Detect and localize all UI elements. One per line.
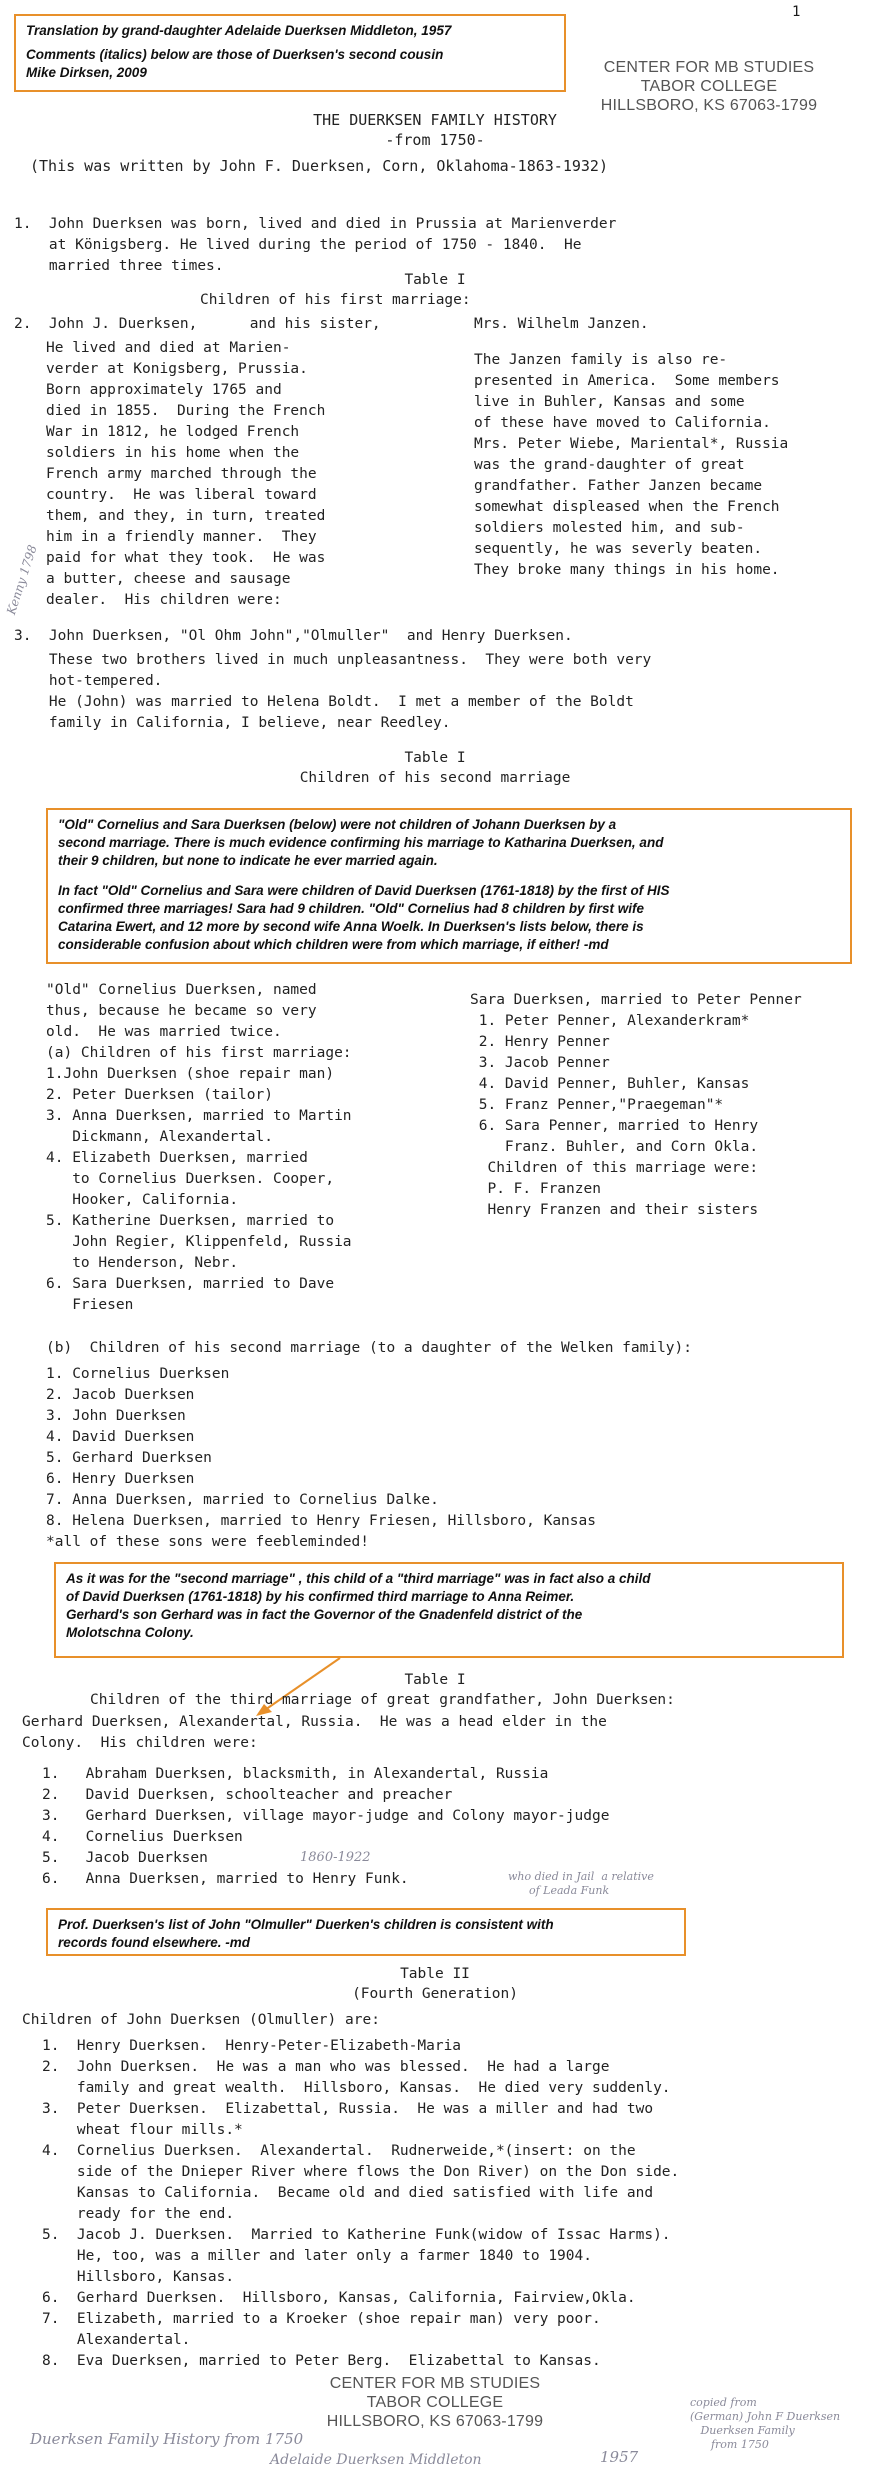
list-item: 6. Anna Duerksen, married to Henry Funk. [42, 1871, 409, 1887]
list-item: Henry Franzen and their sisters [470, 1202, 759, 1218]
text-line: They broke many things in his home. [474, 562, 780, 578]
list-item: 5. Franz Penner,"Praegeman"* [470, 1097, 724, 1113]
list-item: 1.John Duerksen (shoe repair man) [46, 1066, 335, 1082]
text-line: of these have moved to California. [474, 415, 771, 431]
note-line: Translation by grand-daughter Adelaide Duerksen Middleton, 1957 [26, 23, 452, 38]
text-line: old. He was married twice. [46, 1024, 282, 1040]
list-item: 3. Jacob Penner [470, 1055, 610, 1071]
note-line: "Old" Cornelius and Sara Duerksen (below) were not children of Johann Duerksen by a [58, 817, 617, 832]
list-item: 7. Elizabeth, married to a Kroeker (shoe repair man) very poor. [42, 2311, 601, 2327]
list-item: 3. Anna Duerksen, married to Martin [46, 1108, 352, 1124]
stamp-line: CENTER FOR MB STUDIES [329, 2375, 541, 2392]
note-line: As it was for the "second marriage" , this child of a "third marriage" was in fact also a child [66, 1571, 651, 1586]
text-line: (a) Children of his first marriage: [46, 1045, 352, 1061]
note-line: Catarina Ewert, and 12 more by second wife Anna Woelk. In Duerksen's lists below, there is [58, 919, 644, 934]
note-line: considerable confusion about which children were from which marriage, if either! -md [58, 937, 609, 952]
note-line: Molotschna Colony. [66, 1625, 194, 1640]
list-item: Hooker, California. [46, 1192, 239, 1208]
table-2-title: Table II [400, 1966, 470, 1982]
text-line: sequently, he was severly beaten. [474, 541, 763, 557]
stamp-line: HILLSBORO, KS 67063-1799 [326, 2413, 544, 2430]
list-item: 5. Gerhard Duerksen [46, 1450, 212, 1466]
table-2-intro: Children of John Duerksen (Olmuller) are: [22, 2012, 380, 2028]
document-byline: (This was written by John F. Duerksen, Corn, Oklahoma-1863-1932) [30, 157, 608, 175]
text-line: was the grand-daughter of great [474, 457, 745, 473]
text-line: He lived and died at Marien- [46, 340, 291, 356]
text-line: French army marched through the [46, 466, 317, 482]
text-line: paid for what they took. He was [46, 550, 326, 566]
text-line: country. He was liberal toward [46, 487, 317, 503]
note-line: of David Duerksen (1761-1818) by his confirmed third marriage to Anna Reimer. [66, 1589, 575, 1604]
note-line: Gerhard's son Gerhard was in fact the Governor of the Gnadenfeld district of the [66, 1607, 583, 1622]
list-item: Dickmann, Alexandertal. [46, 1129, 273, 1145]
text-line: a butter, cheese and sausage [46, 571, 291, 587]
text-line: grandfather. Father Janzen became [474, 478, 763, 494]
list-item: 6. Sara Duerksen, married to Dave [46, 1276, 335, 1292]
list-item: Sara Duerksen, married to Peter Penner [470, 992, 802, 1008]
text-line: dealer. His children were: [46, 592, 282, 608]
list-item: P. F. Franzen [470, 1181, 601, 1197]
text-line: soldiers in his home when the [46, 445, 300, 461]
list-item: ready for the end. [42, 2206, 235, 2222]
olmuller-note [46, 1908, 686, 1956]
list-item: *all of these sons were feebleminded! [46, 1534, 370, 1550]
text-line: him in a friendly manner. They [46, 529, 317, 545]
list-item: 6. Gerhard Duerksen. Hillsboro, Kansas, California, Fairview,Okla. [42, 2290, 636, 2306]
list-item: 4. Elizabeth Duerksen, married [46, 1150, 308, 1166]
text-line: presented in America. Some members [474, 373, 780, 389]
list-item: 1. Henry Duerksen. Henry-Peter-Elizabeth-Maria [42, 2038, 462, 2054]
list-item: 2. John Duerksen. He was a man who was blessed. He had a large [42, 2059, 610, 2075]
list-item: side of the Dnieper River where flows the Don River) on the Don side. [42, 2164, 680, 2180]
list-item: 2. Jacob Duerksen [46, 1387, 195, 1403]
list-item: 7. Anna Duerksen, married to Cornelius Dalke. [46, 1492, 439, 1508]
list-item: 3. John Duerksen [46, 1408, 186, 1424]
text-line: soldiers molested him, and sub- [474, 520, 745, 536]
list-item: 4. Cornelius Duerksen [42, 1829, 243, 1845]
table-2-subtitle: (Fourth Generation) [352, 1986, 518, 2002]
note-line: their 9 children, but none to indicate he ever married again. [58, 853, 438, 868]
text-line: These two brothers lived in much unpleasantness. They were both very [14, 652, 652, 668]
table-1-title: Table I [404, 272, 466, 288]
list-item: 1. Cornelius Duerksen [46, 1366, 230, 1382]
text-line: family in California, I believe, near Reedley. [14, 715, 451, 731]
note-line: confirmed three marriages! Sara had 9 children. "Old" Cornelius had 8 children by first wife [58, 901, 644, 916]
row-janzen: Mrs. Wilhelm Janzen. [474, 316, 649, 332]
text-line: Born approximately 1765 and [46, 382, 282, 398]
table-1-subtitle: Children of his first marriage: [200, 292, 471, 308]
second-marriage-intro: (b) Children of his second marriage (to a daughter of the Welken family): [46, 1340, 693, 1356]
item-3: 3. John Duerksen, "Ol Ohm John","Olmuller" and Henry Duerksen. [14, 628, 573, 644]
note-line: In fact "Old" Cornelius and Sara were children of David Duerksen (1761-1818) by the first of HIS [58, 883, 670, 898]
olmuller-children-list [42, 2036, 679, 2372]
list-item: 4. David Penner, Buhler, Kansas [470, 1076, 750, 1092]
list-item: 5. Jacob J. Duerksen. Married to Katherine Funk(widow of Issac Harms). [42, 2227, 671, 2243]
text-line: live in Buhler, Kansas and some [474, 394, 745, 410]
list-item: Friesen [46, 1297, 134, 1313]
note-line: Mike Dirksen, 2009 [26, 65, 147, 80]
list-item: 2. David Duerksen, schoolteacher and preacher [42, 1787, 453, 1803]
table-1c-subtitle: Children of the third marriage of great grandfather, John Duerksen: [90, 1692, 675, 1708]
text-line: verder at Konigsberg, Prussia. [46, 361, 308, 377]
document-subtitle: -from 1750- [385, 131, 485, 149]
handwritten-footer-left: Duerksen Family History from 1750 [30, 2430, 304, 2448]
list-item: 3. Gerhard Duerksen, village mayor-judge and Colony mayor-judge [42, 1808, 610, 1824]
list-item: wheat flour mills.* [42, 2122, 243, 2138]
handwritten-footer-right: copied from (German) John F Duerksen Duerksen Family from 1750 [690, 2396, 841, 2451]
list-item: 6. Henry Duerksen [46, 1471, 195, 1487]
list-item: 8. Eva Duerksen, married to Peter Berg. Elizabettal to Kansas. [42, 2353, 601, 2369]
text-line: Mrs. Peter Wiebe, Mariental*, Russia [474, 436, 789, 452]
table-1b-subtitle: Children of his second marriage [299, 770, 571, 786]
handwritten-note: who died in Jail a relative of Leada Funk [508, 1870, 654, 1897]
list-item: John Regier, Klippenfeld, Russia [46, 1234, 352, 1250]
row-john-j: 2. John J. Duerksen, and his sister, [14, 316, 381, 332]
page-number: 1 [792, 4, 801, 20]
handwritten-margin-note: Kenny 1798 [4, 543, 40, 617]
table-1c-title: Table I [404, 1672, 466, 1688]
list-item: 4. Cornelius Duerksen. Alexandertal. Rudnerweide,*(insert: on the [42, 2143, 636, 2159]
list-item: 1. Peter Penner, Alexanderkram* [470, 1013, 750, 1029]
list-item: Alexandertal. [42, 2332, 191, 2348]
text-line: married three times. [14, 258, 224, 274]
text-line: Colony. His children were: [22, 1735, 258, 1751]
list-item: 1. Abraham Duerksen, blacksmith, in Alexandertal, Russia [42, 1766, 549, 1782]
text-line: at Königsberg. He lived during the period of 1750 - 1840. He [14, 237, 582, 253]
list-item: 6. Sara Penner, married to Henry [470, 1118, 759, 1134]
note-line: records found elsewhere. -md [58, 1935, 251, 1950]
stamp-line: TABOR COLLEGE [366, 2394, 504, 2411]
list-item: Hillsboro, Kansas. [42, 2269, 235, 2285]
archive-stamp-bottom [300, 2374, 570, 2431]
document-title: THE DUERKSEN FAMILY HISTORY [313, 111, 557, 129]
handwritten-dates: 1860-1922 [300, 1850, 371, 1865]
handwritten-year: 1957 [600, 2448, 639, 2466]
list-item: He, too, was a miller and later only a farmer 1840 to 1904. [42, 2248, 592, 2264]
note-line: Prof. Duerksen's list of John "Olmuller" Duerken's children is consistent with [58, 1917, 554, 1932]
list-item: Franz. Buhler, and Corn Okla. [470, 1139, 759, 1155]
list-item: 2. Peter Duerksen (tailor) [46, 1087, 273, 1103]
stamp-line: TABOR COLLEGE [640, 78, 778, 95]
list-item: Children of this marriage were: [470, 1160, 759, 1176]
list-item: 3. Peter Duerksen. Elizabettal, Russia. He was a miller and had two [42, 2101, 654, 2117]
text-line: War in 1812, he lodged French [46, 424, 300, 440]
list-item: 4. David Duerksen [46, 1429, 195, 1445]
handwritten-signature: Adelaide Duerksen Middleton [270, 2452, 482, 2468]
list-item: 8. Helena Duerksen, married to Henry Friesen, Hillsboro, Kansas [46, 1513, 596, 1529]
table-1b-title: Table I [404, 750, 466, 766]
text-line: Gerhard Duerksen, Alexandertal, Russia. He was a head elder in the [22, 1714, 607, 1730]
list-item: Kansas to California. Became old and died satisfied with life and [42, 2185, 654, 2201]
text-line: them, and they, in turn, treated [46, 508, 326, 524]
text-line: somewhat displeased when the French [474, 499, 780, 515]
list-item: 5. Jacob Duerksen [42, 1850, 208, 1866]
text-line: 1. John Duerksen was born, lived and died in Prussia at Marienverder [14, 216, 617, 232]
stamp-line: CENTER FOR MB STUDIES [603, 59, 815, 76]
list-item: to Cornelius Duerksen. Cooper, [46, 1171, 335, 1187]
note-line: second marriage. There is much evidence confirming his marriage to Katharina Duerksen, and [58, 835, 664, 850]
gerhard-intro [22, 1712, 607, 1754]
text-line: thus, because he became so very [46, 1003, 317, 1019]
stamp-line: HILLSBORO, KS 67063-1799 [600, 97, 818, 114]
text-line: "Old" Cornelius Duerksen, named [46, 982, 317, 998]
note-line: Comments (italics) below are those of Duerksen's second cousin [26, 47, 444, 62]
list-item: family and great wealth. Hillsboro, Kansas. He died very suddenly. [42, 2080, 671, 2096]
text-line: He (John) was married to Helena Boldt. I met a member of the Boldt [14, 694, 634, 710]
text-line: died in 1855. During the French [46, 403, 326, 419]
list-item: 5. Katherine Duerksen, married to [46, 1213, 335, 1229]
text-line: hot-tempered. [14, 673, 163, 689]
text-line: The Janzen family is also re- [474, 352, 728, 368]
list-item: to Henderson, Nebr. [46, 1255, 239, 1271]
list-item: 2. Henry Penner [470, 1034, 610, 1050]
